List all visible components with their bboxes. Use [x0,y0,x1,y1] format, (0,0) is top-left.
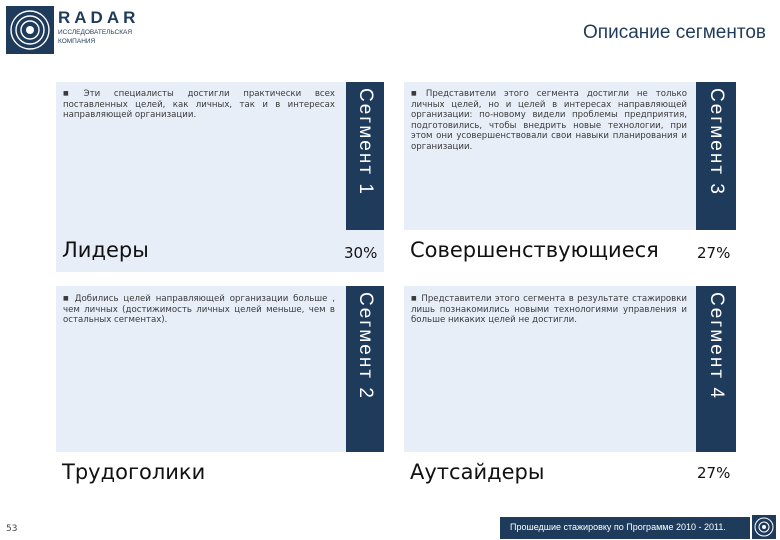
segment-4-band [404,452,736,494]
segment-4-description [411,294,687,326]
segment-3-tab [696,82,736,230]
segment-2-label: Сегмент 2 [355,292,376,400]
segment-1-band [56,230,384,272]
segment-4-label: Сегмент 4 [706,292,727,400]
square-bullet-icon: ■ [63,90,80,97]
segment-3-percent: 27% [697,244,731,262]
brand-subtitle: ИССЛЕДОВАТЕЛЬСКАЯ КОМПАНИЯ [58,29,133,45]
segment-1-description [63,89,335,121]
page-title: Описание сегментов [583,22,766,43]
segment-1-panel [56,82,346,230]
segment-2-text: Добились целей направляющей организации больше , чем личных (достижимость личных целей меньше, чем в остальных сегментах). [63,294,335,326]
segment-1-tab [346,82,384,230]
segment-2-description [63,294,335,326]
segment-1-percent: 30% [344,244,378,262]
segment-2-name: Трудоголики [62,460,206,484]
segment-3-panel [404,82,696,230]
square-bullet-icon: ■ [63,295,71,302]
segment-4-tab [696,286,736,452]
segment-2-panel [56,286,346,452]
segment-3-description [411,89,687,153]
segment-4-percent: 27% [697,464,731,482]
segment-1-text: Эти специалисты достигли практически всех поставленных целей, как личных, так и в интересах направляющей организации. [63,89,336,121]
segment-4-panel [404,286,696,452]
square-bullet-icon: ■ [411,295,418,302]
segment-2-band [56,452,384,494]
radar-logo-icon [752,515,776,539]
segment-3-text: Представители этого сегмента достигли не только личных целей, но и целей в интересах направляющей организации: по-новому видели проблемы предприятия, подготовились, чтобы внедрить новые технологии, при этом они усовершенствовали свои навыки планирования и организации. [411,89,687,152]
footer-caption-bar [500,517,750,539]
segment-3-label: Сегмент 3 [706,88,727,196]
segment-1-name: Лидеры [62,238,149,262]
radar-logo-icon [6,6,54,54]
page-number: 53 [6,524,18,534]
segment-3-name: Совершенствующиеся [410,238,659,262]
segment-2-tab [346,286,384,452]
segment-1-label: Сегмент 1 [355,88,376,196]
segment-4-name: Аутсайдеры [410,460,545,484]
square-bullet-icon: ■ [411,90,422,97]
brand-name: RADAR [58,8,140,27]
footer-caption: Прошедшие стажировку по Программе 2010 - 2011. [510,522,726,532]
segment-4-text: Представители этого сегмента в результате стажировки лишь познакомились новыми технологиями управления и больше никаких целей не достигли. [411,294,687,326]
segment-3-band [404,230,736,272]
